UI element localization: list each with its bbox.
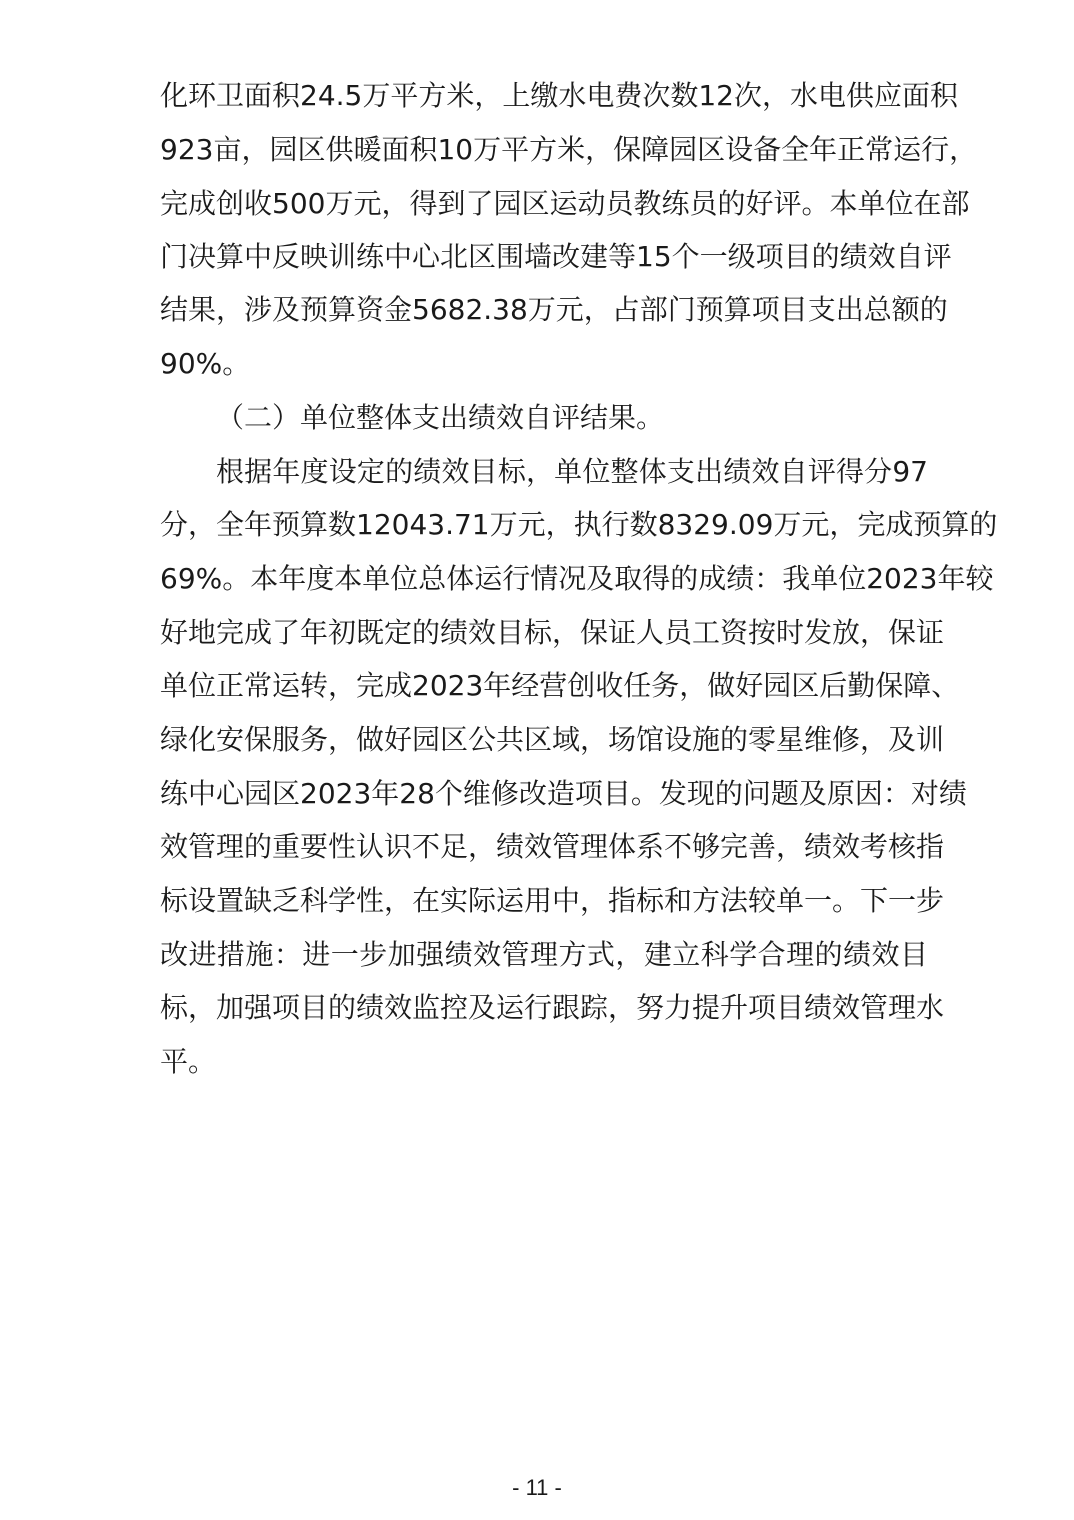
paragraph-line: 标设置缺乏科学性，在实际运用中，指标和方法较单一。下一步 xyxy=(160,884,945,917)
paragraph-line: 完成创收500万元，得到了园区运动员教练员的好评。本单位在部 xyxy=(160,187,970,220)
paragraph-line: 门决算中反映训练中心北区围墙改建等15个一级项目的绩效自评 xyxy=(160,240,952,273)
paragraph-line: 平。 xyxy=(160,1045,217,1078)
paragraph-line: 单位正常运转，完成2023年经营创收任务，做好园区后勤保障、 xyxy=(160,669,960,702)
paragraph-line: 练中心园区2023年28个维修改造项目。发现的问题及原因：对绩 xyxy=(160,777,967,810)
paragraph-line: 分，全年预算数12043.71万元，执行数8329.09万元，完成预算的 xyxy=(160,508,998,541)
paragraph-line: 化环卫面积24.5万平方米，上缴水电费次数12次，水电供应面积 xyxy=(160,79,958,112)
paragraph-line: 效管理的重要性认识不足，绩效管理体系不够完善，绩效考核指 xyxy=(160,830,945,863)
page-number: - 11 - xyxy=(512,1475,562,1500)
paragraph-line: 69%。本年度本单位总体运行情况及取得的成绩：我单位2023年较 xyxy=(160,562,994,595)
paragraph-line: 改进措施：进一步加强绩效管理方式，建立科学合理的绩效目 xyxy=(160,938,928,971)
section-heading: （二）单位整体支出绩效自评结果。 xyxy=(216,401,665,434)
paragraph-line: 结果，涉及预算资金5682.38万元，占部门预算项目支出总额的 xyxy=(160,293,948,326)
paragraph-line: 90%。 xyxy=(160,347,251,380)
paragraph-line: 923亩，园区供暖面积10万平方米，保障园区设备全年正常运行， xyxy=(160,133,978,166)
paragraph-line: 绿化安保服务，做好园区公共区域，场馆设施的零星维修，及训 xyxy=(160,723,945,756)
paragraph-line: 标，加强项目的绩效监控及运行跟踪，努力提升项目绩效管理水 xyxy=(160,991,945,1024)
paragraph-line: 好地完成了年初既定的绩效目标，保证人员工资按时发放，保证 xyxy=(160,616,945,649)
paragraph-line: 根据年度设定的绩效目标，单位整体支出绩效自评得分97 xyxy=(216,455,928,488)
